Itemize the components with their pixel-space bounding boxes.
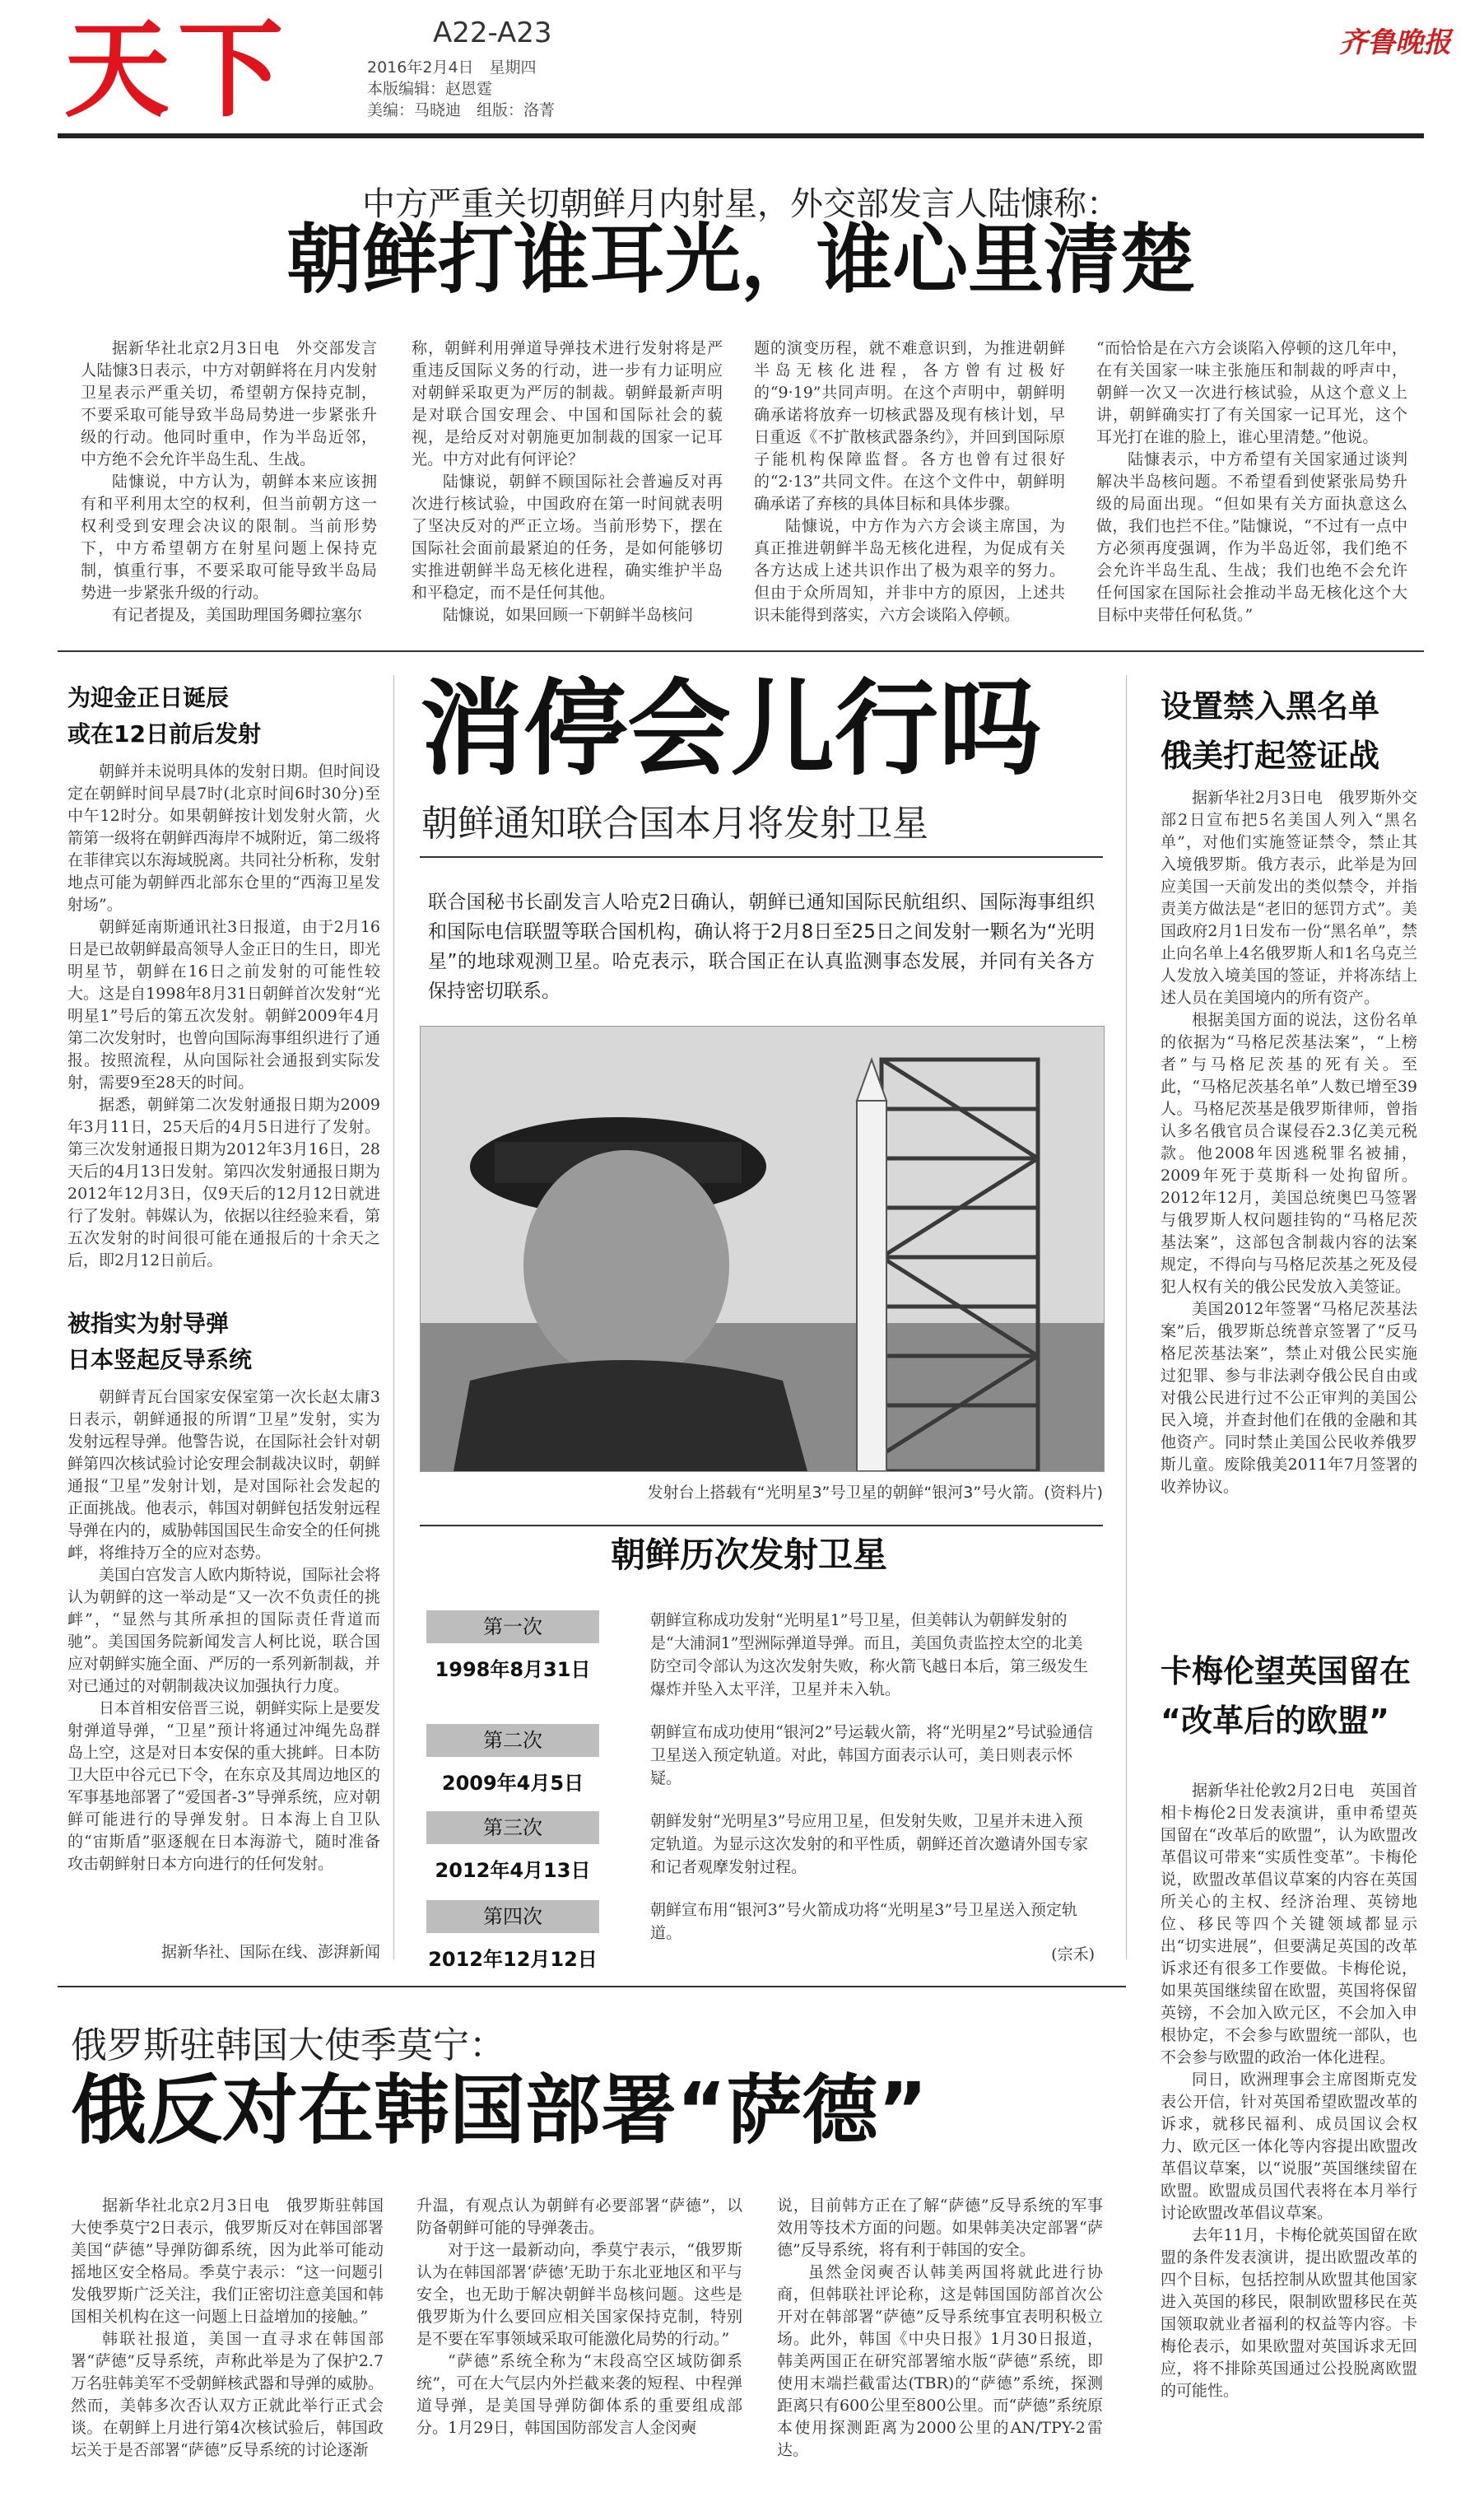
timeline-title: 朝鲜历次发射卫星 <box>611 1535 888 1575</box>
bottom-column-1: 据新华社北京2月3日电 俄罗斯驻韩国大使季莫宁2日表示，俄罗斯反对在韩国部署美国“萨德”导弹防御系统，因为此举可能动摇地区安全格局。季莫宁表示：“这一问题引发俄罗斯广泛关注，我们正密切注意美国和韩国相关机构在这一问题上日益增加的接触。” 韩联社报道，美国一直寻求在韩国部署“萨德”反导系统，声称此举是为了保护2.7万名驻韩美军不受朝鲜核武器和导弹的威胁。然而，美韩多次否认双方正就此举行正式会谈。在朝鲜上月进行第4次核试验后，韩国政坛关于是否部署“萨德”反导系统的讨论逐渐 <box>71 2197 384 2459</box>
right-story-1-body: 据新华社2月3日电 俄罗斯外交部2日宣布把5名美国人列入“黑名单”，对他们实施签证禁令，禁止其入境俄罗斯。俄方表示，此举是为回应美国一天前发出的类似禁令，并指责美方做法是“老旧的惩罚方式”。美国政府2月1日发布一份“黑名单”，禁止向名单上4名俄罗斯人和1名乌克兰人发放入境美国的签证，并将冻结上述人员在美国境内的所有资产。 根据美国方面的说法，这份名单的依据为“马格尼茨基法案”，“上榜者”与马格尼茨基的死有关。至此，“马格尼茨基名单”人数已增至39人。马格尼茨基是俄罗斯律师，曾指认多名俄官员合谋侵吞2.3亿美元税款。他2008年因逃税罪名被捕，2009年死于莫斯科一处拘留所。2012年12月，美国总统奥巴马签署与俄罗斯人权问题挂钩的“马格尼茨基法案”，这部包含制裁内容的法案规定，不得向与马格尼茨基之死及侵犯人权有关的俄公民发放入美签证。 美国2012年签署“马格尼茨基法案”后，俄罗斯总统普京签署了“反马格尼茨基法案”，禁止对俄公民实施过犯罪、参与非法剥夺俄公民自由或对俄公民进行过不公正审判的美国公民入境，并查封他们在俄的金融和其他资产。同时禁止美国公民收养俄罗斯儿童。废除俄美2011年7月签署的收养协议。 <box>1161 789 1417 1496</box>
section-title: 天下 <box>64 9 292 132</box>
timeline-label: 第四次 <box>426 1900 599 1933</box>
design-credit: 美编：马晓迪 组版：洛菁 <box>367 101 556 119</box>
timeline-date: 2009年4月5日 <box>441 1772 584 1795</box>
timeline-top-rule <box>420 1525 1103 1526</box>
timeline-date: 2012年12月12日 <box>428 1948 598 1971</box>
lead-kicker: 中方严重关切朝鲜月内射星，外交部发言人陆慷称： <box>362 185 1119 223</box>
timeline-date: 2012年4月13日 <box>435 1859 591 1882</box>
right-story-1-head: 设置禁入黑名单 俄美打起签证战 <box>1161 688 1380 774</box>
lead-column-1: 据新华社北京2月3日电 外交部发言人陆慷3日表示，中方对朝鲜将在月内发射卫星表示严重关切，希望朝方保持克制，不要采取可能导致半岛局势进一步紧张升级的行动。他同时重申，作为半岛近邻，中方绝不会允许半岛生乱、生战。 陆慷说，中方认为，朝鲜本来应该拥有和平利用太空的权利，但当前朝方这一权利受到安理会决议的限制。当前形势下，中方希望朝方在射星问题上保持克制，慎重行事，不要采取可能导致半岛局势进一步紧张升级的行动。 有记者提及，美国助理国务卿拉塞尔 <box>81 339 377 624</box>
masthead-rule <box>58 133 1424 138</box>
bottom-story-rule <box>58 1986 1126 1987</box>
lead-bottom-rule <box>58 650 1424 652</box>
timeline-text: 朝鲜宣称成功发射“光明星1”号卫星，但美韩认为朝鲜发射的是“大浦洞1”型洲际弹道导弹。而且，美国负责监控太空的北美防空司令部认为这次发射失败，称火箭飞越日本后，第三级发生爆炸并坠入太平洋，卫星并未入轨。 <box>650 1611 1089 1698</box>
left-sources: 据新华社、国际在线、澎湃新闻 <box>160 1943 380 1961</box>
issue-date: 2016年2月4日 星期四 <box>367 58 537 77</box>
left-story-1-body: 朝鲜并未说明具体的发射日期。但时间设定在朝鲜时间早晨7时(北京时间6时30分)至中午12时分。如果朝鲜按计划发射火箭，火箭第一级将在朝鲜西海岸不城附近，第二级将在菲律宾以东海域脱离。共同社分析称，发射地点可能为朝鲜西北部东仓里的“西海卫星发射场”。 朝鲜延南斯通讯社3日报道，由于2月16日是已故朝鲜最高领导人金正日的生日，即光明星节，朝鲜在16日之前发射的可能性较大。这是自1998年8月31日朝鲜首次发射“光明星1”号后的第五次发射。朝鲜2009年4月第二次发射时，也曾向国际海事组织进行了通报。按照流程，从向国际社会通报到实际发射，需要9至28天的时间。 据悉，朝鲜第二次发射通报日期为2009年3月11日，25天后的4月5日进行了发射。第三次发射通报日期为2012年3月16日，28天后的4月13日发射。第四次发射通报日期为2012年12月3日，仅9天后的12月12日就进行了发射。韩媒认为，依据以往经验来看，第五次发射的时间很可能在通报后的十余天之后，即2月12日前后。 <box>67 762 380 1269</box>
timeline-text: 朝鲜发射“光明星3”号应用卫星，但发射失败，卫星并未进入预定轨道。为显示这次发射的和平性质，朝鲜还首次邀请外国专家和记者观摩发射过程。 <box>650 1812 1089 1876</box>
right-story-2-head: 卡梅伦望英国留在 “改革后的欧盟” <box>1161 1653 1412 1739</box>
photo-caption: 发射台上搭载有“光明星3”号卫星的朝鲜“银河3”号火箭。(资料片) <box>647 1484 1103 1502</box>
center-intro: 联合国秘书长副发言人哈克2日确认，朝鲜已通知国际民航组织、国际海事组织和国际电信联盟等联合国机构，确认将于2月8日至25日之间发射一颗名为“光明星”的地球观测卫星。哈克表示，联合国正在认真监测事态发展，并同有关各方保持密切联系。 <box>428 892 1095 1002</box>
left-story-2-body: 朝鲜青瓦台国家安保室第一次长赵太庸3日表示，朝鲜通报的所谓“卫星”发射，实为发射远程导弹。他警告说，在国际社会针对朝鲜第四次核试验讨论安理会制裁决议时，朝鲜通报“卫星”发射计划，是对国际社会发起的正面挑战。他表示，韩国对朝鲜包括发射远程导弹在内的，威胁韩国国民生命安全的任何挑衅，将维持万全的应对态势。 美国白宫发言人欧内斯特说，国际社会将认为朝鲜的这一举动是“又一次不负责任的挑衅”，“显然与其所承担的国际责任背道而驰”。美国国务院新闻发言人柯比说，联合国应对朝鲜实施全面、严厉的一系列新制裁，并对已通过的对朝制裁决议加强执行力度。 日本首相安倍晋三说，朝鲜实际上是要发射弹道导弹，“卫星”预计将通过冲绳先岛群岛上空，这是对日本安保的重大挑衅。日本防卫大臣中谷元已下令，在东京及其周边地区的军事基地部署了“爱国者-3”导弹系统，应对朝鲜可能进行的导弹发射。日本海上自卫队的“宙斯盾”驱逐舰在日本海游弋，随时准备攻击朝鲜射日本方向进行的任何发射。 <box>67 1388 380 1873</box>
center-headline: 消停会儿行吗 <box>420 669 1042 790</box>
lead-column-4: “而恰恰是在六方会谈陷入停顿的这几年中，在有关国家一味主张施压和制裁的呼声中，朝鲜一次又一次进行核试验，从这个意义上讲，朝鲜确实打了有关国家一记耳光，这个耳光打在谁的脸上，谁心里清楚。”他说。 陆慷表示，中方希望有关国家通过谈判解决半岛核问题。不希望看到使紧张局势升级的局面出现。“但如果有关方面执意这么做，我们也拦不住。”陆慷说，“不过有一点中方必须再度强调，作为半岛近邻，我们绝不会允许半岛生乱、生战；我们也绝不会允许任何国家在国际社会推动半岛无核化这个大目标中夹带任何私货。” <box>1096 339 1407 624</box>
bottom-kicker: 俄罗斯驻韩国大使季莫宁： <box>71 2024 505 2066</box>
column-divider <box>1126 675 1127 1959</box>
page-numbers: A22-A23 <box>433 16 552 49</box>
lead-column-2: 称，朝鲜利用弹道导弹技术进行发射将是严重违反国际义务的行动，进一步有力证明应对朝鲜采取更为严厉的制裁。朝鲜最新声明是对联合国安理会、中国和国际社会的藐视，是给反对对朝施更加制裁的国家一记耳光。中方对此有何评论？ 陆慷说，朝鲜不顾国际社会普遍反对再次进行核试验，中国政府在第一时间就表明了坚决反对的严正立场。当前形势下，摆在国际社会面前最紧迫的任务，是如何能够切实推进朝鲜半岛无核化进程，确实维护半岛和平稳定，而不是任何其他。 陆慷说，如果回顾一下朝鲜半岛核问 <box>412 339 723 624</box>
editor-credit: 本版编辑：赵恩霆 <box>367 80 493 98</box>
newspaper-logo: 齐鲁晚报 <box>1339 26 1451 59</box>
timeline-label: 第二次 <box>426 1724 599 1757</box>
right-story-2-body: 据新华社伦敦2月2日电 英国首相卡梅伦2日发表演讲，重申希望英国留在“改革后的欧盟”，认为欧盟改革倡议可带来“实质性变革”。卡梅伦说，欧盟改革倡议草案的内容在英国所关心的主权、经济治理、英镑地位、移民等四个关键领域都显示出“切实进展”，但要满足英国的改革诉求还有很多工作要做。卡梅伦说，如果英国继续留在欧盟，英国将保留英镑，不会加入欧元区，不会加入申根协定，不会参与欧盟统一部队，也不会参与欧盟的政治一体化进程。 同日，欧洲理事会主席图斯克发表公开信，针对英国希望欧盟改革的诉求，就移民福利、成员国议会权力、欧元区一体化等内容提出欧盟改革倡议草案，以“说服”英国继续留在欧盟。欧盟成员国代表将在本月举行讨论欧盟改革倡议草案。 去年11月，卡梅伦就英国留在欧盟的条件发表演讲，提出欧盟改革的四个目标，包括控制从欧盟其他国家进入英国的移民，限制欧盟移民在英国领取就业者福利的权益等内容。卡梅伦表示，如果欧盟对英国诉求无回应，将不排除英国通过公投脱离欧盟的可能性。 <box>1161 1782 1417 2400</box>
timeline-text: 朝鲜宣布成功使用“银河2”号运载火箭，将“光明星2”号试验通信卫星送入预定轨道。对此，韩国方面表示认可，美日则表示怀疑。 <box>650 1723 1094 1787</box>
left-story-1-head: 为迎金正日诞辰 或在12日前后发射 <box>67 684 261 748</box>
column-divider <box>393 675 394 1959</box>
center-subhead: 朝鲜通知联合国本月将发射卫星 <box>421 803 928 845</box>
intro-rule <box>420 856 1103 873</box>
bottom-column-2: 升温，有观点认为朝鲜有必要部署“萨德”，以防备朝鲜可能的导弹袭击。 对于这一最新动向，季莫宁表示，“俄罗斯认为在韩国部署‘萨德’无助于东北亚地区和平与安全，也无助于解决朝鲜半岛核问题。这些是俄罗斯为什么要回应相关国家保持克制，特别是不要在军事领域采取可能激化局势的行动。” “萨德”系统全称为“末段高空区域防御系统”，可在大气层内外拦截来袭的短程、中程弹道导弹，是美国导弹防御体系的重要组成部分。1月29日，韩国国防部发言人金闵奭 <box>416 2197 742 2437</box>
timeline-label: 第三次 <box>426 1811 599 1844</box>
timeline-label: 第一次 <box>426 1610 599 1643</box>
left-story-2-head: 被指实为射导弹 日本竖起反导系统 <box>67 1310 253 1373</box>
timeline-credit: (宗禾) <box>1051 1945 1095 1964</box>
rocket-shape <box>857 1101 886 1471</box>
bottom-column-3: 说，目前韩方正在了解“萨德”反导系统的军事效用等技术方面的问题。如果韩美决定部署“萨德”反导系统，将有利于韩国的安全。 虽然金闵奭否认韩美两国将就此进行协商，但韩联社评论称，这是韩国国防部首次公开对在韩部署“萨德”反导系统事宜表明积极立场。此外，韩国《中央日报》1月30日报道，韩美两国正在研究部署缩水版“萨德”系统，即使用末端拦截雷达(TBR)的“萨德”系统，探测距离只有600公里至800公里。而“萨德”系统原本使用探测距离为2000公里的AN/TPY-2雷达。 <box>777 2197 1103 2459</box>
bottom-headline: 俄反对在韩国部署“萨德” <box>71 2066 928 2155</box>
timeline-date: 1998年8月31日 <box>435 1658 591 1681</box>
lead-headline: 朝鲜打谁耳光，谁心里清楚 <box>286 216 1195 304</box>
timeline-text: 朝鲜宣布用“银河3”号火箭成功将“光明星3”号卫星送入预定轨道。 <box>650 1901 1078 1942</box>
rocket-photo <box>420 1026 1105 1472</box>
lead-column-3: 题的演变历程，就不难意识到，为推进朝鲜半岛无核化进程，各方曾有过极好的“9·19”共同声明。在这个声明中，朝鲜明确承诺将放弃一切核武器及现有核计划，早日重返《不扩散核武器条约》，并回到国际原子能机构保障监督。各方也曾有过很好的“2·13”共同文件。在这个文件中，朝鲜明确承诺了弃核的具体目标和具体步骤。 陆慷说，中方作为六方会谈主席国，为真正推进朝鲜半岛无核化进程，为促成有关各方达成上述共识作出了极为艰辛的努力。但由于众所周知，并非中方的原因，上述共识未能得到落实，六方会谈陷入停顿。 <box>754 339 1065 624</box>
photo-illustration <box>421 1027 1104 1471</box>
